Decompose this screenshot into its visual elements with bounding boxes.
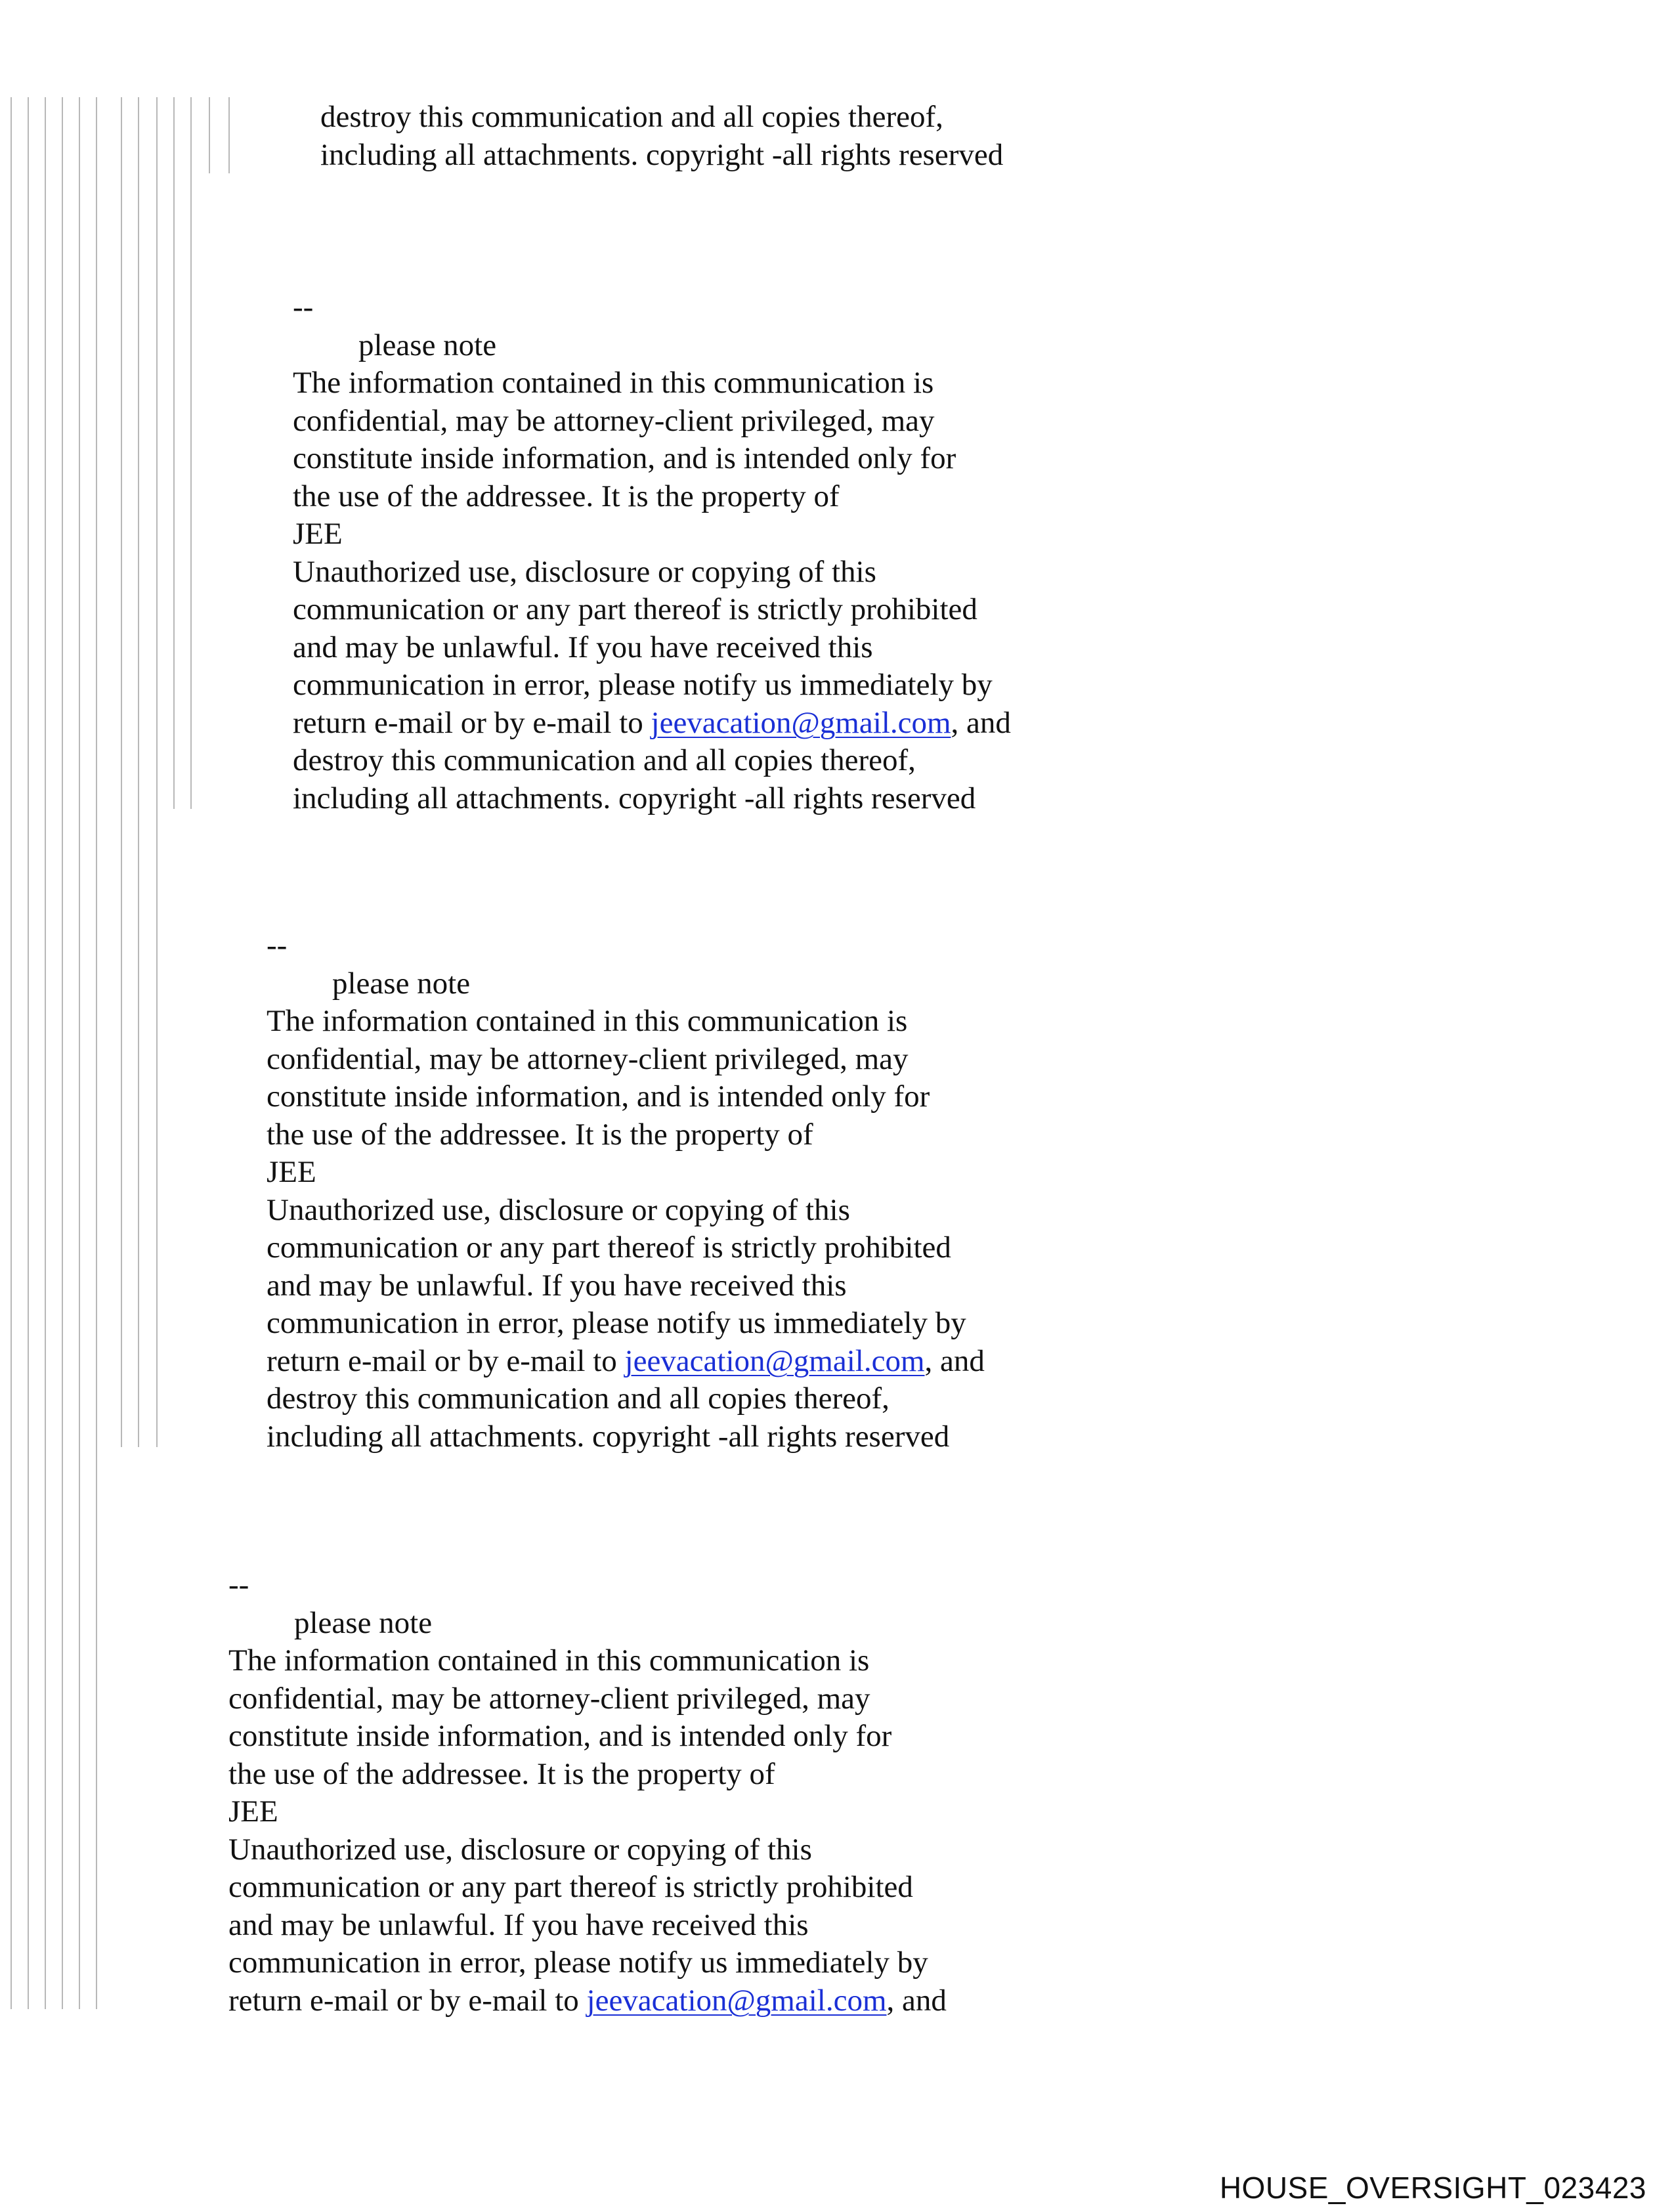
email-line-suffix: , and xyxy=(951,705,1011,740)
please-note-heading: please note xyxy=(358,328,497,362)
text-line: JEE xyxy=(267,1155,316,1189)
text-line: including all attachments. copyright -all rights reserved xyxy=(320,137,1004,172)
text-line: Unauthorized use, disclosure or copying of this xyxy=(293,554,876,589)
email-line-prefix: return e-mail or by e-mail to xyxy=(267,1343,625,1378)
text-line: communication or any part thereof is strictly prohibited xyxy=(267,1230,951,1265)
bates-number: HOUSE_OVERSIGHT_023423 xyxy=(1219,2171,1646,2205)
text-line: confidential, may be attorney-client privileged, may xyxy=(228,1681,870,1716)
text-line: communication or any part thereof is strictly prohibited xyxy=(293,592,977,626)
quote-bar xyxy=(62,97,63,2009)
signature-separator: -- xyxy=(228,1568,249,1602)
email-line-prefix: return e-mail or by e-mail to xyxy=(228,1983,587,2018)
text-line: constitute inside information, and is intended only for xyxy=(228,1719,892,1753)
quote-bar xyxy=(190,97,192,809)
quote-bar xyxy=(45,97,46,2009)
please-note-heading: please note xyxy=(294,1605,433,1640)
text-line: confidential, may be attorney-client privileged, may xyxy=(293,403,935,438)
text-line: and may be unlawful. If you have received this xyxy=(293,630,873,664)
text-line: communication or any part thereof is strictly prohibited xyxy=(228,1870,913,1904)
text-line: The information contained in this communication is xyxy=(228,1643,870,1678)
signature-separator: -- xyxy=(293,290,314,324)
please-note-heading: please note xyxy=(332,966,471,1001)
disclaimer-block xyxy=(228,1567,947,2020)
email-line-prefix: return e-mail or by e-mail to xyxy=(293,705,651,740)
text-line: destroy this communication and all copies thereof, xyxy=(293,743,916,777)
email-line-suffix: , and xyxy=(924,1343,985,1378)
text-line: the use of the addressee. It is the property of xyxy=(293,479,840,513)
text-line: Unauthorized use, disclosure or copying of this xyxy=(228,1832,812,1867)
text-line: JEE xyxy=(293,517,343,551)
quote-bar xyxy=(173,97,175,809)
quoted-fragment xyxy=(320,98,1003,174)
quote-bar xyxy=(28,97,29,2009)
email-line xyxy=(267,1343,985,1381)
quote-bar xyxy=(228,97,230,173)
text-line: and may be unlawful. If you have received this xyxy=(267,1268,847,1303)
quote-bar xyxy=(209,97,210,173)
text-line: constitute inside information, and is intended only for xyxy=(267,1079,930,1114)
text-line: confidential, may be attorney-client privileged, may xyxy=(267,1041,909,1076)
text-line: the use of the addressee. It is the property of xyxy=(267,1117,813,1152)
email-line xyxy=(293,705,1011,743)
quote-bar xyxy=(79,97,80,2009)
quote-bar xyxy=(11,97,12,2009)
text-line: communication in error, please notify us immediately by xyxy=(267,1306,966,1340)
text-line: and may be unlawful. If you have received this xyxy=(228,1907,809,1942)
text-line: including all attachments. copyright -all rights reserved xyxy=(267,1419,950,1454)
disclaimer-block xyxy=(267,927,985,1456)
quote-bar xyxy=(96,97,97,2009)
email-link[interactable]: jeevacation@gmail.com xyxy=(651,705,951,740)
email-line-suffix: , and xyxy=(886,1983,947,2018)
email-link[interactable]: jeevacation@gmail.com xyxy=(624,1343,925,1378)
text-line: communication in error, please notify us immediately by xyxy=(293,668,993,702)
text-line: destroy this communication and all copies thereof, xyxy=(267,1381,890,1416)
text-line: The information contained in this communication is xyxy=(293,366,934,400)
text-line: destroy this communication and all copies thereof, xyxy=(320,100,943,134)
text-line: including all attachments. copyright -all rights reserved xyxy=(293,781,976,815)
quote-bar xyxy=(156,97,158,1447)
signature-separator: -- xyxy=(267,928,288,963)
text-line: communication in error, please notify us immediately by xyxy=(228,1945,928,1980)
quote-bar xyxy=(138,97,139,1447)
text-line: constitute inside information, and is intended only for xyxy=(293,441,956,475)
text-line: the use of the addressee. It is the property of xyxy=(228,1756,775,1791)
quote-bar xyxy=(121,97,122,1447)
text-line: The information contained in this communication is xyxy=(267,1004,908,1038)
text-line: Unauthorized use, disclosure or copying of this xyxy=(267,1192,850,1227)
disclaimer-block xyxy=(293,289,1011,817)
email-line xyxy=(228,1982,947,2020)
text-line: JEE xyxy=(228,1794,278,1829)
email-link[interactable]: jeevacation@gmail.com xyxy=(586,1983,887,2018)
